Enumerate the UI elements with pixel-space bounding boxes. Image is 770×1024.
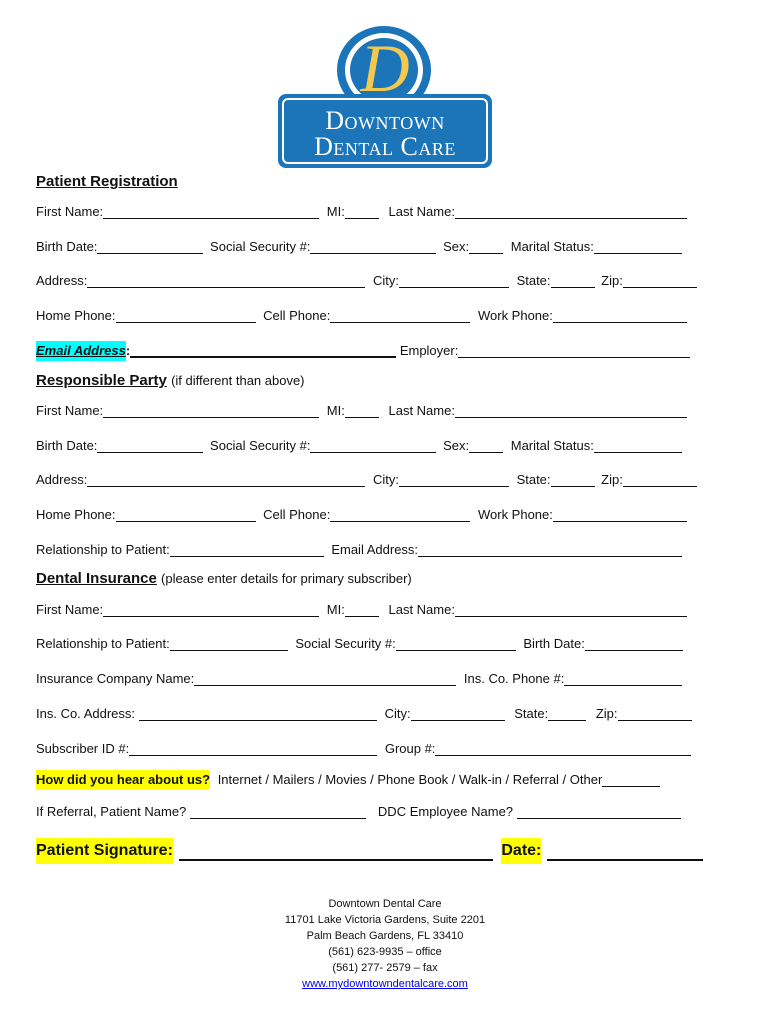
row-rp-birth: Birth Date: Social Security #: Sex: Marital Status: [36, 436, 682, 456]
row-ins-relationship: Relationship to Patient: Social Security #: Birth Date: [36, 634, 683, 654]
rp-email-field[interactable] [418, 542, 682, 557]
zip-field[interactable] [623, 273, 697, 288]
employer-field[interactable] [458, 343, 690, 358]
ssn-field[interactable] [310, 239, 436, 254]
group-field[interactable] [435, 741, 691, 756]
row-rp-address: Address: City: State: Zip: [36, 470, 697, 490]
email-label: Email Address [36, 341, 126, 361]
section-title-responsible-party: Responsible Party (if different than above) [36, 372, 305, 389]
row-ins-company: Insurance Company Name: Ins. Co. Phone #: [36, 669, 682, 689]
logo-line1: Downtown [325, 106, 445, 135]
email-field[interactable] [130, 342, 396, 358]
rp-zip-field[interactable] [623, 472, 697, 487]
footer-name: Downtown Dental Care [328, 898, 442, 910]
last-name-field[interactable] [455, 204, 687, 219]
row-rp-phones: Home Phone: Cell Phone: Work Phone: [36, 505, 687, 525]
ins-city-field[interactable] [411, 706, 505, 721]
address-field[interactable] [87, 273, 365, 288]
subscriber-id-field[interactable] [129, 741, 377, 756]
rp-relationship-field[interactable] [170, 542, 324, 557]
signature-label: Patient Signature: [36, 838, 173, 864]
row-hear-about: How did you hear about us? Internet / Mailers / Movies / Phone Book / Walk-in / Referral / Other [36, 770, 660, 790]
marital-status-field[interactable] [594, 239, 682, 254]
row-birth: Birth Date: Social Security #: Sex: Marital Status: [36, 237, 682, 257]
ins-mi-field[interactable] [345, 602, 379, 617]
signature-field[interactable] [179, 841, 493, 861]
row-signature [36, 838, 703, 864]
sex-field[interactable] [469, 239, 503, 254]
rp-city-field[interactable] [399, 472, 509, 487]
rp-work-phone-field[interactable] [553, 507, 687, 522]
referral-name-field[interactable] [190, 804, 366, 819]
logo-letter: D [360, 30, 410, 106]
mi-field[interactable] [345, 204, 379, 219]
ddc-employee-name-field[interactable] [517, 804, 681, 819]
row-ins-address: Ins. Co. Address: City: State: Zip: [36, 704, 692, 724]
date-label: Date: [501, 838, 541, 864]
hear-about-label: How did you hear about us? [36, 770, 210, 790]
rp-sex-field[interactable] [469, 438, 503, 453]
hear-other-field[interactable] [602, 772, 660, 787]
ins-zip-field[interactable] [618, 706, 692, 721]
footer-fax: (561) 277- 2579 – fax [332, 962, 438, 974]
footer-website-link[interactable]: www.mydowntowndentalcare.com [302, 978, 468, 990]
home-phone-field[interactable] [116, 308, 256, 323]
rp-state-field[interactable] [551, 472, 595, 487]
rp-ssn-field[interactable] [310, 438, 436, 453]
row-ins-name: First Name: MI: Last Name: [36, 600, 687, 620]
footer-phone: (561) 623-9935 – office [328, 946, 442, 958]
rp-first-name-field[interactable] [103, 403, 319, 418]
footer-address1: 11701 Lake Victoria Gardens, Suite 2201 [284, 914, 486, 926]
row-name: First Name: MI: Last Name: [36, 202, 687, 222]
row-phones: Home Phone: Cell Phone: Work Phone: [36, 306, 687, 326]
rp-last-name-field[interactable] [455, 403, 687, 418]
rp-mi-field[interactable] [345, 403, 379, 418]
footer [0, 896, 770, 992]
section-title-patient-registration: Patient Registration [36, 173, 178, 190]
rp-address-field[interactable] [87, 472, 365, 487]
ins-last-name-field[interactable] [455, 602, 687, 617]
logo-line2: Dental Care [314, 132, 456, 161]
first-name-field[interactable] [103, 204, 319, 219]
work-phone-field[interactable] [553, 308, 687, 323]
section-title-dental-insurance: Dental Insurance (please enter details for primary subscriber) [36, 570, 412, 587]
ins-state-field[interactable] [548, 706, 586, 721]
rp-marital-status-field[interactable] [594, 438, 682, 453]
ins-relationship-field[interactable] [170, 636, 288, 651]
row-rp-name: First Name: MI: Last Name: [36, 401, 687, 421]
ins-company-field[interactable] [194, 671, 456, 686]
signature-date-field[interactable] [547, 841, 703, 861]
ins-address-field[interactable] [139, 706, 377, 721]
ins-birth-date-field[interactable] [585, 636, 683, 651]
logo [276, 24, 494, 170]
city-field[interactable] [399, 273, 509, 288]
ins-first-name-field[interactable] [103, 602, 319, 617]
row-ins-subscriber: Subscriber ID #: Group #: [36, 739, 691, 759]
state-field[interactable] [551, 273, 595, 288]
rp-cell-phone-field[interactable] [330, 507, 470, 522]
row-address: Address: City: State: Zip: [36, 271, 697, 291]
ins-ssn-field[interactable] [396, 636, 516, 651]
row-referral: If Referral, Patient Name? DDC Employee Name? [36, 802, 681, 822]
footer-address2: Palm Beach Gardens, FL 33410 [306, 930, 464, 942]
birth-date-field[interactable] [97, 239, 203, 254]
rp-home-phone-field[interactable] [116, 507, 256, 522]
row-rp-relationship: Relationship to Patient: Email Address: [36, 540, 682, 560]
ins-phone-field[interactable] [564, 671, 682, 686]
row-email: Email Address: Employer: [36, 341, 690, 361]
cell-phone-field[interactable] [330, 308, 470, 323]
rp-birth-date-field[interactable] [97, 438, 203, 453]
